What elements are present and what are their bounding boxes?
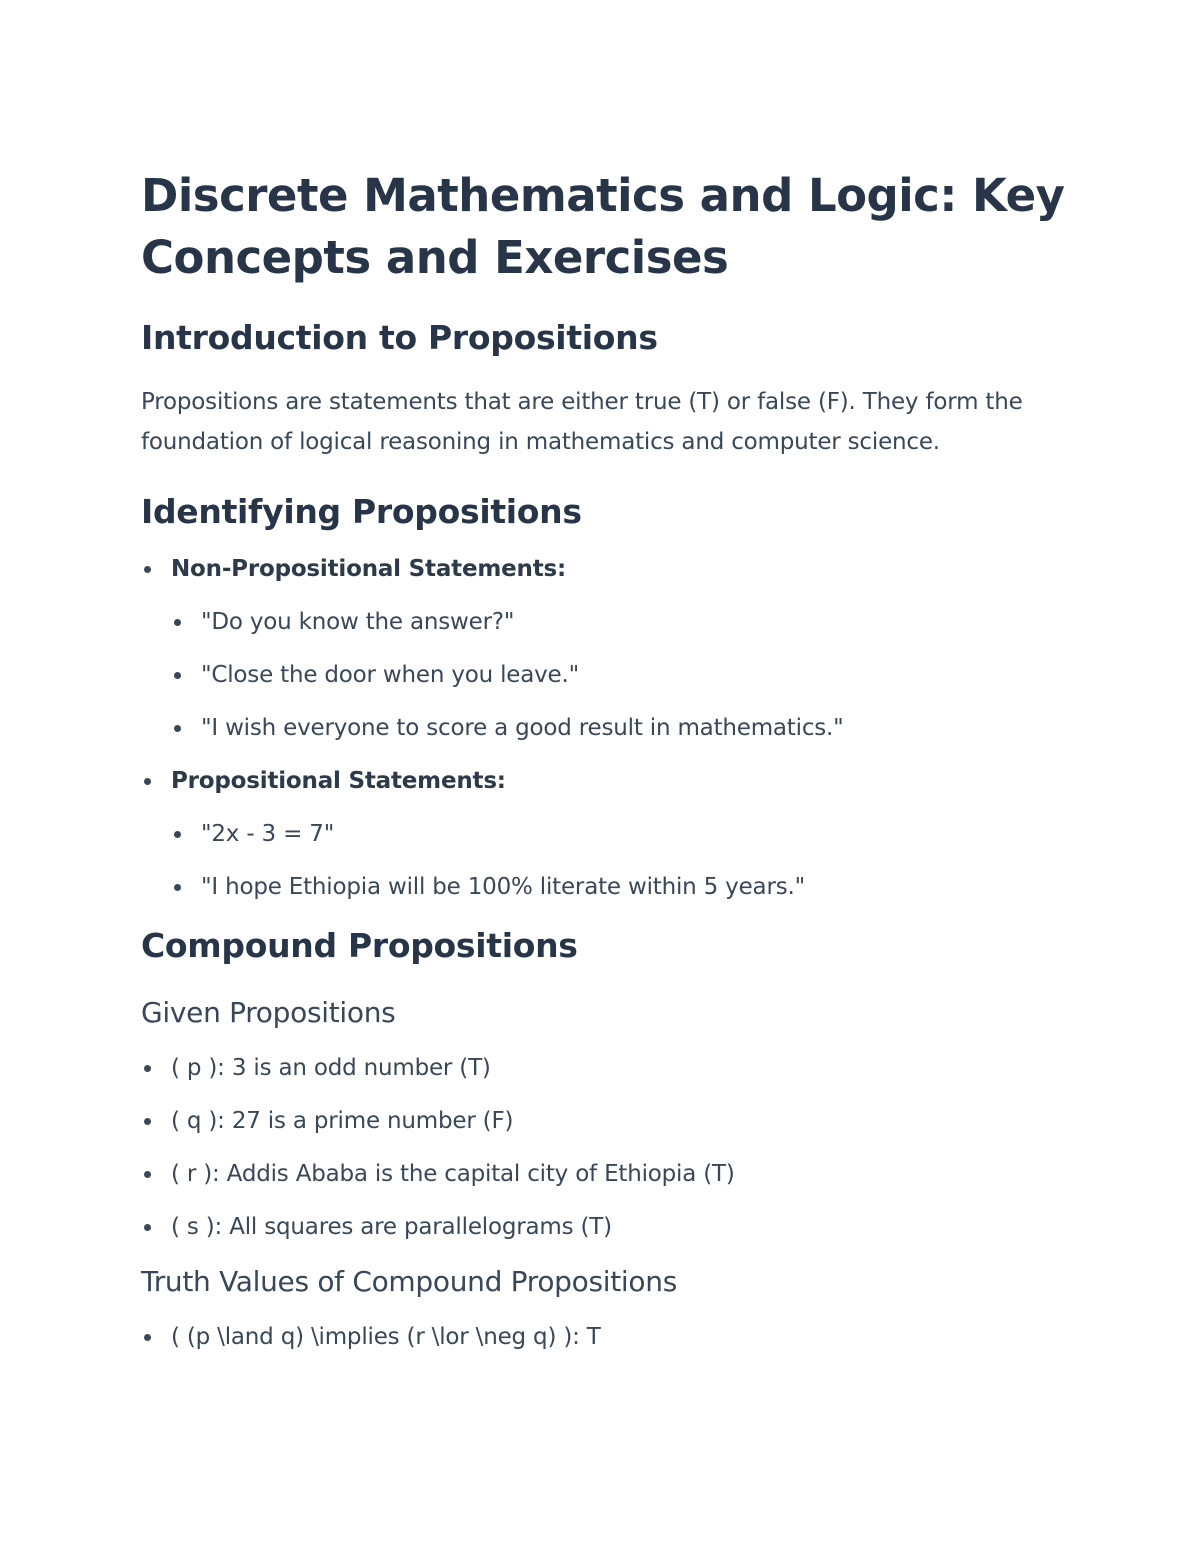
propositional-label: Propositional Statements:: [171, 768, 506, 794]
bullet-icon: [144, 1118, 151, 1125]
list-item-text: "2x - 3 = 7": [201, 821, 335, 847]
list-item: [141, 605, 1081, 639]
truth-values-heading: Truth Values of Compound Propositions: [141, 1265, 677, 1298]
list-item-text: ( p ): 3 is an odd number (T): [171, 1055, 491, 1081]
compound-heading: Compound Propositions: [141, 926, 578, 965]
list-item: [141, 1320, 1081, 1354]
bullet-icon: [174, 619, 181, 626]
list-item: [141, 1157, 1081, 1191]
list-item: [141, 870, 1081, 904]
list-item: [141, 1210, 1081, 1244]
list-item-text: "I wish everyone to score a good result in mathematics.": [201, 715, 844, 741]
bullet-icon: [174, 672, 181, 679]
list-item: [141, 552, 1081, 586]
list-item: [141, 764, 1081, 798]
identifying-heading: Identifying Propositions: [141, 492, 582, 531]
non-propositional-label: Non-Propositional Statements:: [171, 556, 566, 582]
list-item-text: ( (p \land q) \implies (r \lor \neg q) ): T: [171, 1324, 601, 1350]
list-item-text: "Do you know the answer?": [201, 609, 515, 635]
list-item-text: "I hope Ethiopia will be 100% literate within 5 years.": [201, 874, 805, 900]
intro-paragraph: Propositions are statements that are either true (T) or false (F). They form the foundation of logical reasoning in mathematics and computer science.: [141, 389, 1023, 455]
list-item-text: ( s ): All squares are parallelograms (T): [171, 1214, 612, 1240]
bullet-icon: [174, 831, 181, 838]
intro-heading: Introduction to Propositions: [141, 318, 658, 357]
list-item: [141, 817, 1081, 851]
identifying-list: [141, 552, 1081, 904]
bullet-icon: [144, 1065, 151, 1072]
list-item: [141, 1104, 1081, 1138]
bullet-icon: [144, 1224, 151, 1231]
page-title: Discrete Mathematics and Logic: Key Concepts and Exercises: [141, 169, 1065, 284]
bullet-icon: [144, 778, 151, 785]
bullet-icon: [174, 884, 181, 891]
list-item: [141, 711, 1081, 745]
list-item-text: ( r ): Addis Ababa is the capital city of Ethiopia (T): [171, 1161, 735, 1187]
bullet-icon: [144, 1171, 151, 1178]
bullet-icon: [144, 1334, 151, 1341]
given-propositions-heading: Given Propositions: [141, 996, 396, 1029]
bullet-icon: [174, 725, 181, 732]
list-item: [141, 658, 1081, 692]
document-page: [141, 165, 1081, 1354]
list-item-text: ( q ): 27 is a prime number (F): [171, 1108, 514, 1134]
given-propositions-list: [141, 1051, 1081, 1244]
list-item-text: "Close the door when you leave.": [201, 662, 579, 688]
truth-values-list: [141, 1320, 1081, 1354]
bullet-icon: [144, 566, 151, 573]
list-item: [141, 1051, 1081, 1085]
